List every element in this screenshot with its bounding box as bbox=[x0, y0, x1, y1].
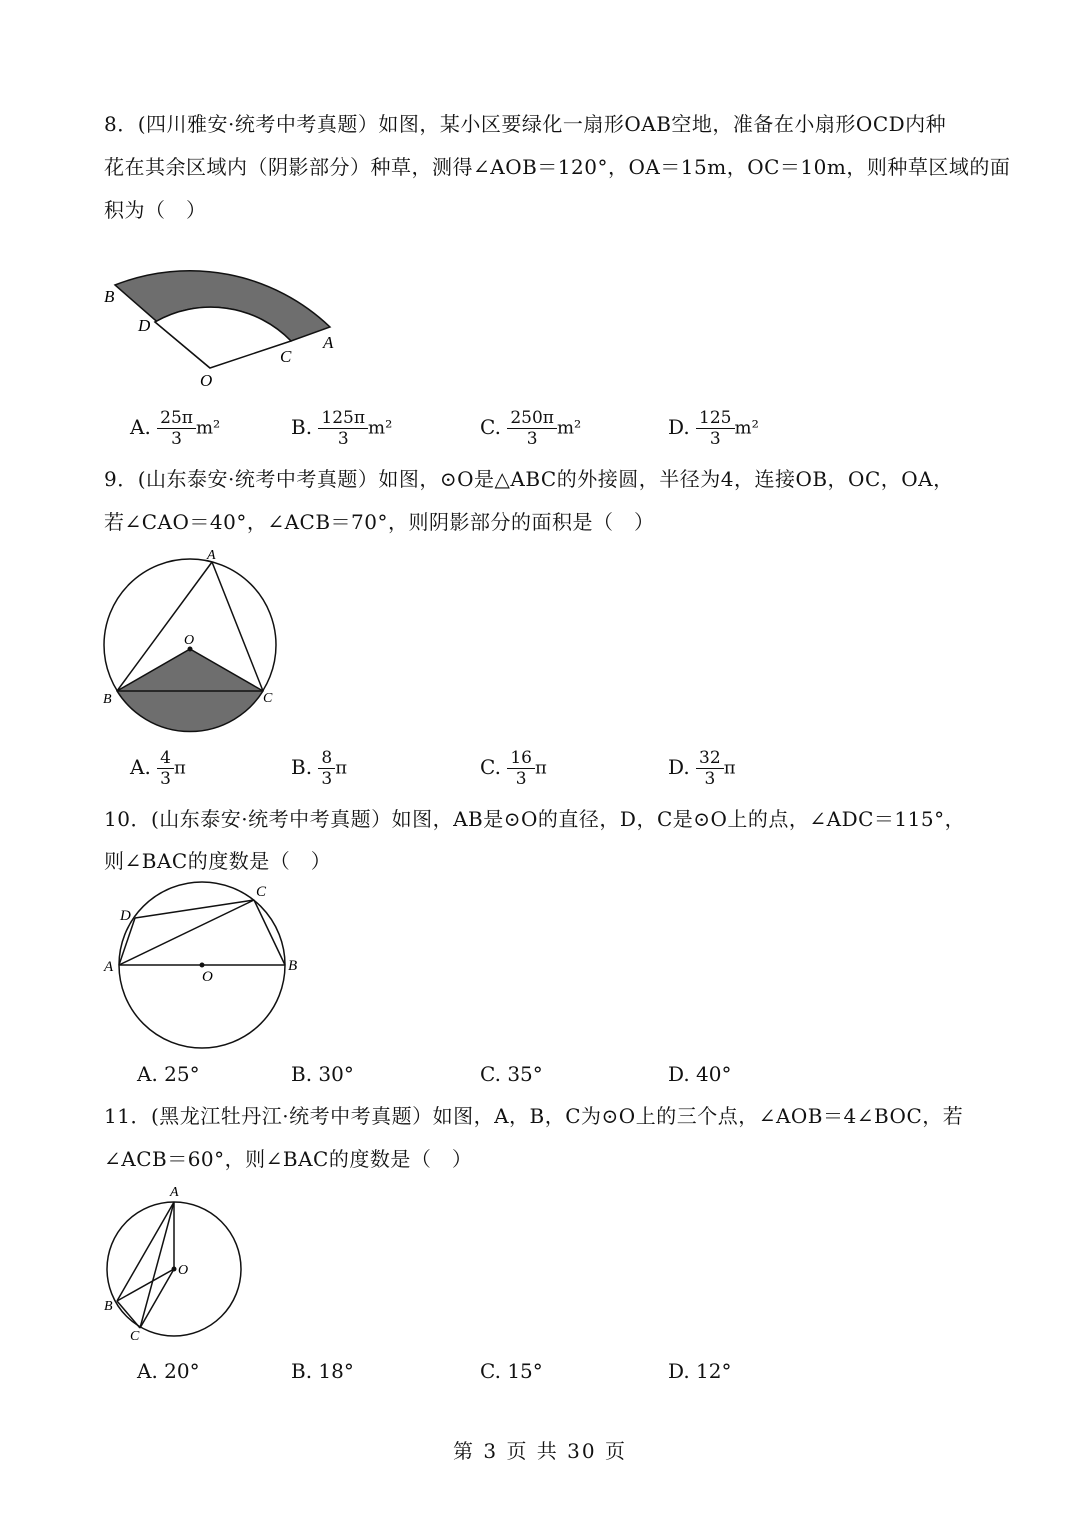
q10-option-b[interactable] bbox=[291, 1060, 354, 1088]
q11-option-d[interactable] bbox=[668, 1357, 732, 1385]
option-letter: B. bbox=[291, 1062, 313, 1086]
option-letter: B. bbox=[291, 755, 313, 779]
q9-stem-line-2: 若∠CAO＝40°，∠ACB＝70°，则阴影部分的面积是（ ） bbox=[104, 510, 655, 534]
option-letter: D. bbox=[668, 1359, 690, 1383]
q10-option-d[interactable] bbox=[668, 1060, 732, 1088]
q9-option-c[interactable] bbox=[480, 748, 547, 789]
unit: π bbox=[534, 757, 547, 779]
option-letter: C. bbox=[480, 1062, 501, 1086]
option-letter: A. bbox=[130, 415, 151, 439]
option-letter: D. bbox=[668, 1062, 690, 1086]
unit: m² bbox=[195, 417, 221, 439]
option-letter: A. bbox=[137, 1062, 158, 1086]
q11-stem-line-2: ∠ACB＝60°，则∠BAC的度数是（ ） bbox=[104, 1147, 473, 1171]
q8-label-D: D bbox=[138, 316, 151, 335]
q10-label-B: B bbox=[288, 958, 298, 974]
q9-option-d[interactable] bbox=[668, 748, 736, 789]
option-value: 25° bbox=[164, 1062, 200, 1086]
option-value: 30° bbox=[318, 1062, 354, 1086]
q11-label-O: O bbox=[178, 1263, 189, 1278]
q11-option-b[interactable] bbox=[291, 1357, 354, 1385]
q8-label-O: O bbox=[200, 371, 213, 390]
option-letter: C. bbox=[480, 1359, 501, 1383]
q8-label-A: A bbox=[323, 333, 334, 352]
q10-option-c[interactable] bbox=[480, 1060, 543, 1088]
q8-stem-line-2: 花在其余区域内（阴影部分）种草，测得∠AOB＝120°，OA＝15m，OC＝10m，则种草区域的面 bbox=[104, 155, 1011, 179]
option-value: 18° bbox=[318, 1359, 354, 1383]
option-value: 20° bbox=[164, 1359, 200, 1383]
unit: π bbox=[723, 757, 736, 779]
q8-label-C: C bbox=[280, 347, 292, 366]
option-letter: C. bbox=[480, 415, 501, 439]
fraction: $\frac{8}{3}$ bbox=[318, 748, 335, 789]
q9-option-a[interactable] bbox=[130, 748, 186, 789]
q8-stem-line-3: 积为（ ） bbox=[104, 198, 207, 222]
fraction: $\frac{16}{3}$ bbox=[507, 748, 535, 789]
q9-stem-line-1: 9．(山东泰安·统考中考真题）如图，⊙O是△ABC的外接圆，半径为4，连接OB，OC，OA， bbox=[104, 467, 954, 491]
option-value: 15° bbox=[507, 1359, 543, 1383]
fraction: $\frac{250\pi}{3}$ bbox=[507, 408, 557, 449]
fraction: $\frac{25\pi}{3}$ bbox=[157, 408, 196, 449]
q10-label-O: O bbox=[202, 969, 213, 985]
unit: m² bbox=[556, 417, 582, 439]
unit: π bbox=[335, 757, 348, 779]
option-value: 35° bbox=[507, 1062, 543, 1086]
q9-label-C: C bbox=[263, 691, 273, 706]
q8-option-a[interactable] bbox=[130, 408, 220, 449]
q10-stem-line-2: 则∠BAC的度数是（ ） bbox=[104, 849, 332, 873]
q9-label-O: O bbox=[184, 633, 195, 648]
q10-label-D: D bbox=[120, 908, 131, 924]
q8-option-d[interactable] bbox=[668, 408, 759, 449]
q8-stem-line-1: 8．(四川雅安·统考中考真题）如图，某小区要绿化一扇形OAB空地，准备在小扇形OCD内种 bbox=[104, 112, 947, 136]
q10-figure-circle bbox=[98, 880, 308, 1055]
q8-option-b[interactable] bbox=[291, 408, 392, 449]
fraction: $\frac{125}{3}$ bbox=[696, 408, 734, 449]
q10-label-C: C bbox=[256, 884, 267, 900]
option-letter: C. bbox=[480, 755, 501, 779]
q11-label-A: A bbox=[170, 1185, 179, 1200]
q9-figure-circle bbox=[95, 545, 290, 740]
q11-label-B: B bbox=[104, 1299, 113, 1314]
option-letter: D. bbox=[668, 415, 690, 439]
option-letter: B. bbox=[291, 1359, 313, 1383]
q8-label-B: B bbox=[104, 287, 115, 306]
q10-stem-line-1: 10．(山东泰安·统考中考真题）如图，AB是⊙O的直径，D，C是⊙O上的点，∠ADC＝115°， bbox=[104, 807, 966, 831]
q8-figure-sector bbox=[95, 238, 355, 393]
q11-option-c[interactable] bbox=[480, 1357, 543, 1385]
option-letter: A. bbox=[130, 755, 151, 779]
q9-option-b[interactable] bbox=[291, 748, 347, 789]
option-letter: B. bbox=[291, 415, 313, 439]
q11-option-a[interactable] bbox=[137, 1357, 200, 1385]
fraction: $\frac{32}{3}$ bbox=[696, 748, 724, 789]
q10-label-A: A bbox=[104, 959, 114, 975]
option-letter: D. bbox=[668, 755, 690, 779]
q11-figure-circle bbox=[98, 1180, 253, 1345]
q11-stem-line-1: 11．(黑龙江牡丹江·统考中考真题）如图，A，B，C为⊙O上的三个点，∠AOB＝4∠BOC，若 bbox=[104, 1104, 964, 1128]
page-number-footer: 第 3 页 共 30 页 bbox=[453, 1439, 627, 1463]
option-letter: A. bbox=[137, 1359, 158, 1383]
fraction: $\frac{4}{3}$ bbox=[157, 748, 174, 789]
q9-label-A: A bbox=[207, 548, 216, 563]
fraction: $\frac{125\pi}{3}$ bbox=[318, 408, 368, 449]
unit: m² bbox=[368, 417, 393, 439]
unit: m² bbox=[734, 417, 759, 439]
q8-option-c[interactable] bbox=[480, 408, 581, 449]
option-value: 12° bbox=[696, 1359, 732, 1383]
q9-label-B: B bbox=[103, 692, 112, 707]
q10-option-a[interactable] bbox=[137, 1060, 200, 1088]
q11-label-C: C bbox=[130, 1329, 140, 1344]
unit: π bbox=[174, 757, 186, 779]
option-value: 40° bbox=[696, 1062, 732, 1086]
